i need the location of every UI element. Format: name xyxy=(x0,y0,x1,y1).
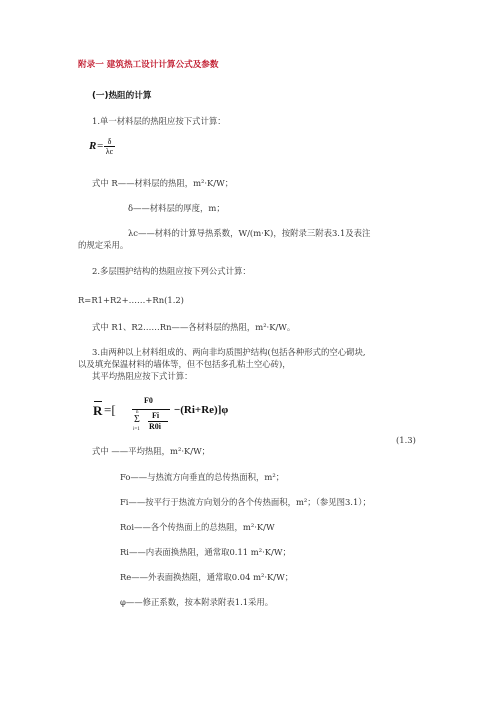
item1-intro: 1.单一材料层的热阻应按下式计算： xyxy=(92,116,226,126)
formula-fi: Fi xyxy=(152,411,160,420)
formula-1-2: R=R1+R2+……+Rn(1.2) xyxy=(78,295,184,305)
def-Re: Re——外表面换热阻，通常取0.04 m²·K/W； xyxy=(120,572,294,582)
formula-f0: F0 xyxy=(144,396,153,405)
def-Fi: Fi——按平行于热流方向划分的各个传热面积，m²；（参见图3.1）； xyxy=(120,497,371,507)
formula-r0i: R0i xyxy=(149,422,161,431)
def-lambda-cont: 的规定采用。 xyxy=(78,240,129,250)
def-phi: φ——修正系数，按本附录附表1.1采用。 xyxy=(120,597,274,607)
def-R: 式中 R——材料层的热阻，m²·K/W； xyxy=(92,178,234,188)
sum-lower: i=1 xyxy=(133,427,140,432)
item3-intro: 3.由两种以上材料组成的、两向非均质围护结构(包括各种形式的空心砌块, xyxy=(92,347,366,357)
item3-intro-cont2: 其平均热阻应按下式计算： xyxy=(92,371,193,381)
def-Ri: Ri——内表面换热阻，通常取0.11 m²·K/W； xyxy=(120,547,291,557)
sum-symbol: Σ xyxy=(134,414,140,425)
formula-numerator: δ xyxy=(104,137,115,147)
formula-1-3 xyxy=(92,396,252,444)
formula-tail: −(Ri+Re)]φ xyxy=(174,404,229,416)
section-heading: (一)热阻的计算 xyxy=(92,91,152,101)
formula-denominator: λc xyxy=(105,147,114,156)
appendix-title: 附录一 建筑热工设计计算公式及参数 xyxy=(78,60,219,70)
formula-number: (1.3) xyxy=(396,435,416,445)
overbar xyxy=(94,401,102,402)
item3-intro-cont: 以及填充保温材料的墙体等，但不包括多孔粘土空心砖)， xyxy=(78,359,291,369)
formula-lhs: R xyxy=(93,403,103,418)
def-avg-R: 式中 ——平均热阻，m²·K/W； xyxy=(92,446,211,456)
item2-intro: 2.多层围护结构的热阻应按下列公式计算： xyxy=(92,266,251,276)
formula-fraction xyxy=(104,137,115,156)
formula-eq: = xyxy=(96,140,104,153)
def-R0i: Roi——各个传热面上的总热阻，m²·K/W xyxy=(120,522,275,532)
def-lambda: λc——材料的计算导热系数，W/(m·K)，按附录三附表3.1及表注 xyxy=(128,228,371,238)
item2-def: 式中 R1、R2……Rn——各材料层的热阻，m²·K/W。 xyxy=(92,322,296,332)
def-delta: δ——材料层的厚度，m； xyxy=(128,203,225,213)
sum-upper: n xyxy=(136,410,139,415)
formula-eq: =[ xyxy=(104,402,116,417)
formula-1-1 xyxy=(89,137,115,156)
def-F0: Fo——与热流方向垂直的总传热面积，m²； xyxy=(120,472,285,482)
formula-lhs: R xyxy=(89,140,97,153)
